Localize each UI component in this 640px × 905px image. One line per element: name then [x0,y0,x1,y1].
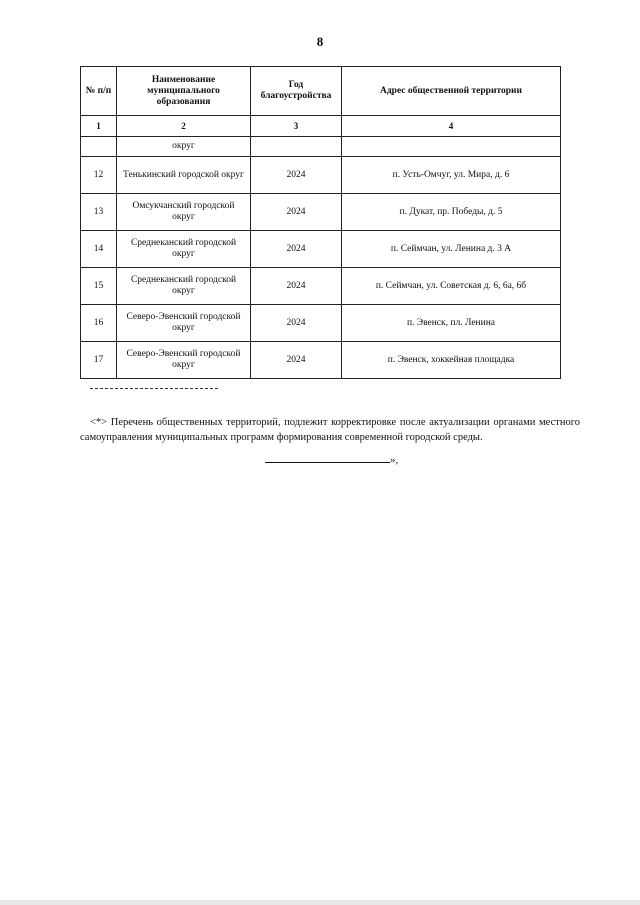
column-number: 1 [81,116,117,137]
cell-year: 2024 [251,231,342,268]
cell-num: 14 [81,231,117,268]
header-name: Наименование муниципального образования [117,67,251,116]
cell-name: Северо-Эвенский городской округ [117,305,251,342]
cell-name: Тенькинский городской округ [117,157,251,194]
cell-year: 2024 [251,305,342,342]
column-number-row [81,116,561,137]
cell-name: Среднеканский городской округ [117,231,251,268]
cell-name: Северо-Эвенский городской округ [117,342,251,379]
closing-quote: », [390,454,399,466]
territories-table [80,66,561,379]
cell-num: 15 [81,268,117,305]
table-row [81,268,561,305]
table-row [81,305,561,342]
cell-address: п. Сеймчан, ул. Ленина д. 3 А [342,231,561,268]
closing-line [265,452,398,466]
header-num: № п/п [81,67,117,116]
cell-address: п. Эвенск, пл. Ленина [342,305,561,342]
scan-bottom-edge [0,900,640,905]
column-number: 2 [117,116,251,137]
cell-address: п. Эвенск, хоккейная площадка [342,342,561,379]
header-address: Адрес общественной территории [342,67,561,116]
footnote-separator [90,388,218,389]
cell-year [251,137,342,157]
cell-num: 17 [81,342,117,379]
column-number: 4 [342,116,561,137]
table-row [81,342,561,379]
header-year: Год благоустройства [251,67,342,116]
cell-name: округ [117,137,251,157]
cell-address: п. Дукат, пр. Победы, д. 5 [342,194,561,231]
blank-underline [265,452,390,463]
column-number: 3 [251,116,342,137]
page-number: 8 [316,34,324,49]
cell-name: Среднеканский городской округ [117,268,251,305]
continuation-row [81,137,561,157]
cell-num: 13 [81,194,117,231]
cell-year: 2024 [251,157,342,194]
table-row [81,231,561,268]
cell-num [81,137,117,157]
cell-name: Омсукчанский городской округ [117,194,251,231]
table-header-row [81,67,561,116]
cell-address [342,137,561,157]
cell-year: 2024 [251,342,342,379]
table-row [81,157,561,194]
cell-year: 2024 [251,268,342,305]
cell-num: 16 [81,305,117,342]
cell-address: п. Сеймчан, ул. Советская д. 6, 6а, 6б [342,268,561,305]
cell-num: 12 [81,157,117,194]
cell-year: 2024 [251,194,342,231]
footnote-text: <*> Перечень общественных территорий, подлежит корректировке после актуализации органами местного самоуправления муниципальных программ формирования современной городской среды. [80,416,580,443]
table-row [81,194,561,231]
cell-address: п. Усть-Омчуг, ул. Мира, д. 6 [342,157,561,194]
